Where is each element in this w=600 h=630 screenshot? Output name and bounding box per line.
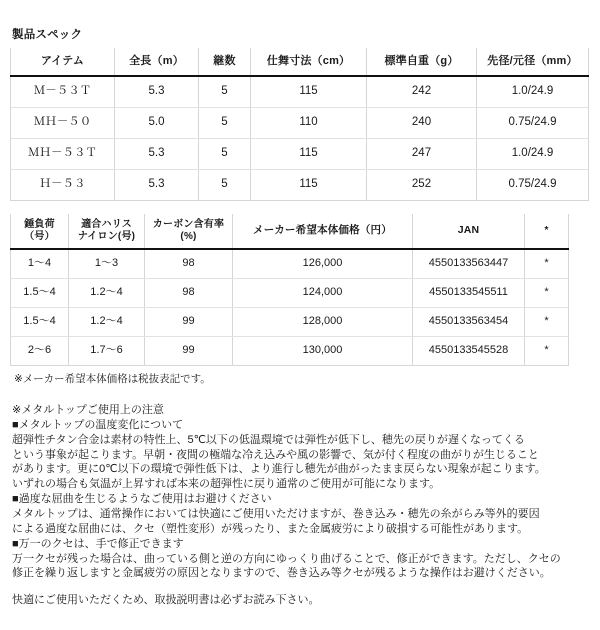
cell-carbon-content: 99 (145, 307, 233, 336)
notice-section2-line: メタルトップは、通常操作においては快適にご使用いただけますが、巻き込み・穂先の糸がらみ等外的要因 (12, 508, 540, 520)
table-row (11, 107, 589, 138)
column-header-weight: 標準自重（g） (367, 48, 477, 76)
cell-harisu: 1.2〜4 (69, 278, 145, 307)
metal-top-notice (12, 403, 590, 608)
cell-sinker-load: 1〜4 (11, 249, 69, 279)
cell-closed-size: 115 (251, 138, 367, 169)
cell-closed-size: 115 (251, 76, 367, 108)
column-header-line-2: （号） (24, 230, 55, 242)
column-header-line-2: ナイロン(号) (77, 230, 136, 242)
notice-section1-line: 超弾性チタン合金は素材の特性上、5℃以下の低温環境では弾性が低下し、穂先の戻りが遅くなってくる (12, 433, 525, 446)
cell-harisu: 1〜3 (69, 249, 145, 279)
table-row (11, 307, 569, 336)
cell-weight: 252 (367, 169, 477, 200)
table-row (11, 336, 569, 365)
cell-asterisk: * (525, 307, 569, 336)
cell-price: 128,000 (233, 307, 413, 336)
cell-carbon-content: 98 (145, 278, 233, 307)
cell-diameter: 1.0/24.9 (477, 138, 589, 169)
cell-price: 130,000 (233, 336, 413, 365)
cell-sinker-load: 2〜6 (11, 336, 69, 365)
spec-table-main-body (11, 76, 589, 201)
cell-pieces: 5 (199, 76, 251, 108)
column-header-pieces: 継数 (199, 48, 251, 76)
table-row (11, 76, 589, 108)
table-row (11, 278, 569, 307)
column-header-line-2: (%) (180, 230, 197, 242)
spec-table-detail (10, 214, 569, 366)
column-header-length: 全長（m） (115, 48, 199, 76)
cell-closed-size: 115 (251, 169, 367, 200)
column-header-jan: JAN (413, 214, 525, 249)
column-header-carbon-content (145, 214, 233, 249)
notice-section2-heading: ■過度な屈曲を生じるようなご使用はお避けください (12, 493, 272, 506)
column-header-diameter: 先径/元径（mm） (477, 48, 589, 76)
spec-table-detail-body (11, 249, 569, 366)
cell-closed-size: 110 (251, 107, 367, 138)
table-row (11, 249, 569, 279)
notice-spacer (12, 581, 590, 593)
cell-harisu: 1.7〜6 (69, 336, 145, 365)
notice-section1-line: いずれの場合も気温が上昇すれば本来の超弾性に戻り通常のご使用が可能になります。 (12, 478, 441, 491)
notice-section3-line: 修正を繰り返しますと金属疲労の原因となりますので、巻き込み等クセが残るような操作はお避けください。 (12, 567, 551, 580)
column-header-line-1: 錘負荷 (24, 219, 55, 230)
cell-item: Ｍ－５３Ｔ (11, 76, 115, 108)
cell-length: 5.3 (115, 169, 199, 200)
notice-title: ※メタルトップご使用上の注意 (12, 404, 164, 417)
cell-price: 124,000 (233, 278, 413, 307)
cell-item: ＭＨ－５３Ｔ (11, 138, 115, 169)
tax-note: ※メーカー希望本体価格は税抜表記です。 (14, 372, 211, 385)
notice-section3-line: 万一クセが残った場合は、曲っている側と逆の方向にゆっくり曲げることで、修正ができます。ただし、クセの (12, 552, 561, 565)
cell-asterisk: * (525, 249, 569, 279)
cell-length: 5.0 (115, 107, 199, 138)
product-spec-page (0, 30, 600, 630)
cell-pieces: 5 (199, 107, 251, 138)
cell-item: ＭＨ－５０ (11, 107, 115, 138)
cell-pieces: 5 (199, 138, 251, 169)
cell-jan: 4550133563454 (413, 307, 525, 336)
cell-weight: 247 (367, 138, 477, 169)
spec-table-main (10, 48, 589, 201)
cell-item: Ｈ－５３ (11, 169, 115, 200)
spec-table-detail-head (11, 214, 569, 249)
spec-table-main-head (11, 48, 589, 76)
table-row (11, 169, 589, 200)
cell-jan: 4550133545511 (413, 278, 525, 307)
cell-carbon-content: 98 (145, 249, 233, 279)
cell-weight: 240 (367, 107, 477, 138)
notice-section2-line: による過度な屈曲には、クセ（塑性変形）が残ったり、また金属疲労により破損する可能性があります。 (12, 522, 529, 535)
cell-jan: 4550133545528 (413, 336, 525, 365)
cell-asterisk: * (525, 336, 569, 365)
cell-pieces: 5 (199, 169, 251, 200)
cell-length: 5.3 (115, 76, 199, 108)
column-header-asterisk: * (525, 214, 569, 249)
column-header-sinker-load (11, 214, 69, 249)
cell-weight: 242 (367, 76, 477, 108)
cell-diameter: 0.75/24.9 (477, 107, 589, 138)
cell-carbon-content: 99 (145, 336, 233, 365)
cell-jan: 4550133563447 (413, 249, 525, 279)
column-header-line-1: カーボン含有率 (152, 219, 225, 230)
page-title: 製品スペック (12, 29, 83, 41)
notice-section1-line: があります。更に0℃以下の環境で弾性低下は、より進行し穂先が曲がったまま戻らない現象が起こります。 (12, 463, 546, 476)
cell-sinker-load: 1.5〜4 (11, 278, 69, 307)
table-row (11, 138, 589, 169)
column-header-item: アイテム (11, 48, 115, 76)
column-header-harisu (69, 214, 145, 249)
cell-asterisk: * (525, 278, 569, 307)
notice-section1-line: という事象が起こります。早朝・夜間の極端な冷え込みや風の影響で、気が付く程度の曲がりが生じること (12, 448, 539, 461)
table-header-row (11, 214, 569, 249)
column-header-line-1: 適合ハリス (81, 219, 132, 230)
column-header-closed-size: 仕舞寸法（cm） (251, 48, 367, 76)
cell-diameter: 1.0/24.9 (477, 76, 589, 108)
notice-closing-line: 快適にご使用いただくため、取扱説明書は必ずお読み下さい。 (12, 594, 320, 607)
column-header-price: メーカー希望本体価格（円） (233, 214, 413, 249)
cell-diameter: 0.75/24.9 (477, 169, 589, 200)
cell-price: 126,000 (233, 249, 413, 279)
table-header-row (11, 48, 589, 76)
cell-sinker-load: 1.5〜4 (11, 307, 69, 336)
cell-harisu: 1.2〜4 (69, 307, 145, 336)
notice-section3-heading: ■万一のクセは、手で修正できます (12, 537, 184, 550)
notice-section1-heading: ■メタルトップの温度変化について (12, 418, 184, 431)
cell-length: 5.3 (115, 138, 199, 169)
